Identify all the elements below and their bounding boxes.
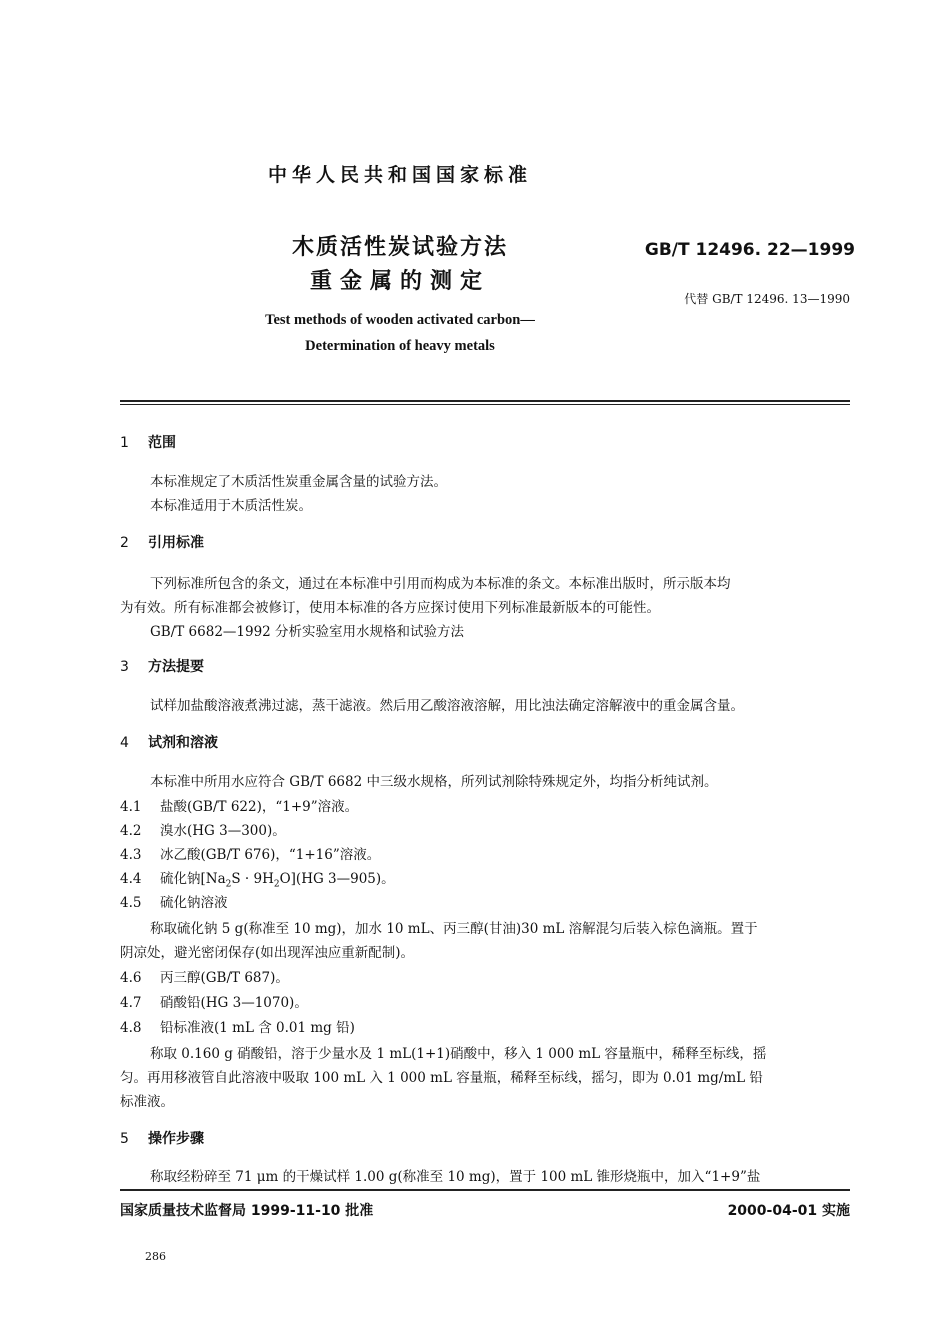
section-number: 5: [120, 1131, 129, 1147]
subscript: 2: [273, 879, 280, 890]
section-2-heading: [120, 532, 204, 552]
paragraph: 本标准规定了木质活性炭重金属含量的试验方法。: [150, 474, 447, 490]
subscript: 2: [225, 879, 232, 890]
section-1-heading: [120, 432, 176, 452]
item-number: 4.1: [120, 799, 142, 815]
item-text: 冰乙酸(GB/T 676)，“1+16”溶液。: [160, 847, 381, 863]
paragraph: 本标准适用于木质活性炭。: [150, 498, 312, 514]
paragraph: 标准液。: [120, 1094, 174, 1110]
item-text: O](HG 3—905)。: [279, 871, 395, 887]
english-title-line2: Determination of heavy metals: [305, 338, 495, 354]
paragraph: 阴凉处，避光密闭保存(如出现浑浊应重新配制)。: [120, 945, 415, 961]
item-number: 4.2: [120, 823, 142, 839]
item-text: 溴水(HG 3—300)。: [160, 823, 286, 839]
paragraph: 称取经粉碎至 71 μm 的干燥试样 1.00 g(称准至 10 mg)，置于 100 mL 锥形烧瓶中，加入“1+9”盐: [150, 1169, 761, 1185]
paragraph: 为有效。所有标准都会被修订，使用本标准的各方应探讨使用下列标准最新版本的可能性。: [120, 600, 660, 616]
section-title: 操作步骤: [148, 1131, 204, 1147]
paragraph: 下列标准所包含的条文，通过在本标准中引用而构成为本标准的条文。本标准出版时，所示版本均: [150, 576, 731, 592]
item-text: 硫化钠[Na: [160, 871, 226, 887]
paragraph: 称取 0.160 g 硝酸铅，溶于少量水及 1 mL(1+1)硝酸中，移入 1 000 mL 容量瓶中，稀释至标线，摇: [150, 1046, 767, 1062]
item-number: 4.6: [120, 970, 142, 986]
page-number: 286: [145, 1250, 166, 1263]
list-item: [120, 891, 228, 911]
section-number: 3: [120, 659, 129, 675]
item-text: 硝酸铅(HG 3—1070)。: [160, 995, 308, 1011]
section-title: 范围: [148, 435, 176, 451]
paragraph: 试样加盐酸溶液煮沸过滤，蒸干滤液。然后用乙酸溶液溶解，用比浊法确定溶解液中的重金属含量。: [150, 698, 744, 714]
header-rule-thin: [120, 404, 850, 405]
item-number: 4.3: [120, 847, 142, 863]
implementation-date: 2000-04-01 实施: [727, 1203, 850, 1219]
document-title-line2: 重金属的测定: [309, 269, 490, 294]
item-number: 4.7: [120, 995, 142, 1011]
item-text: 丙三醇(GB/T 687)。: [160, 970, 289, 986]
section-number: 2: [120, 535, 129, 551]
paragraph: 本标准中所用水应符合 GB/T 6682 中三级水规格，所列试剂除特殊规定外，均指分析纯试剂。: [150, 774, 718, 790]
section-title: 方法提要: [148, 659, 204, 675]
document-title-line1: 木质活性炭试验方法: [291, 235, 508, 260]
footer-rule: [120, 1189, 850, 1191]
list-item: [120, 1016, 355, 1036]
paragraph: 称取硫化钠 5 g(称准至 10 mg)，加水 10 mL、丙三醇(甘油)30 mL 溶解混匀后装入棕色滴瓶。置于: [150, 921, 758, 937]
header-rule: [120, 400, 850, 402]
replaces-standard: 代替 GB/T 12496. 13—1990: [684, 292, 850, 306]
item-number: 4.4: [120, 871, 142, 887]
section-4-heading: [120, 732, 218, 752]
item-text: 盐酸(GB/T 622)，“1+9”溶液。: [160, 799, 359, 815]
approval-date: 国家质量技术监督局 1999-11-10 批准: [120, 1203, 374, 1219]
section-title: 试剂和溶液: [148, 735, 218, 751]
list-item: [120, 966, 289, 986]
section-number: 1: [120, 435, 129, 451]
paragraph: 匀。再用移液管自此溶液中吸取 100 mL 入 1 000 mL 容量瓶，稀释至标线，摇匀，即为 0.01 mg/mL 铅: [120, 1070, 763, 1086]
english-title-line1: Test methods of wooden activated carbon—: [265, 312, 535, 328]
item-text: 铅标准液(1 mL 含 0.01 mg 铅): [160, 1020, 355, 1036]
standard-number: GB/T 12496. 22—1999: [644, 240, 855, 260]
normative-reference: GB/T 6682—1992 分析实验室用水规格和试验方法: [150, 624, 465, 640]
list-item: [120, 843, 380, 863]
list-item: [120, 867, 395, 890]
list-item: [120, 819, 286, 839]
item-text: 硫化钠溶液: [160, 895, 228, 911]
item-text: S · 9H: [231, 871, 274, 887]
item-number: 4.8: [120, 1020, 142, 1036]
section-5-heading: [120, 1128, 204, 1148]
list-item: [120, 795, 358, 815]
item-number: 4.5: [120, 895, 142, 911]
list-item: [120, 991, 308, 1011]
section-3-heading: [120, 656, 204, 676]
national-standard-heading: 中华人民共和国国家标准: [267, 164, 532, 186]
section-number: 4: [120, 735, 129, 751]
section-title: 引用标准: [148, 535, 204, 551]
